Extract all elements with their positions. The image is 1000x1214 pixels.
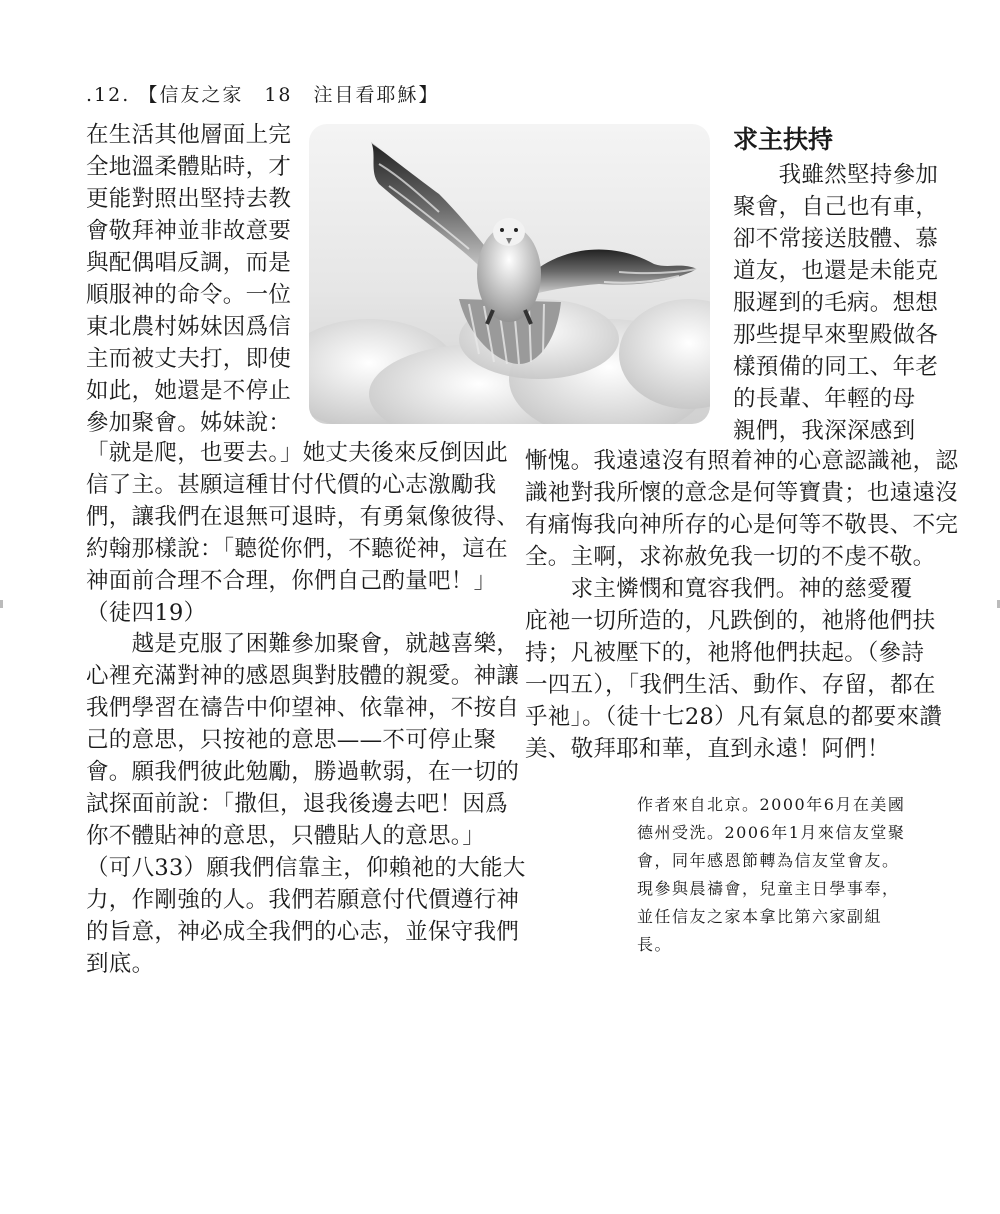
bio-line: 會，同年感恩節轉為信友堂會友。 (637, 851, 900, 870)
text-line: 到底。 (86, 951, 155, 977)
text-line: 有痛悔我向神所存的心是何等不敬畏、不完 (525, 512, 959, 538)
text-line: 與配偶唱反調，而是 (86, 250, 292, 276)
text-line: 主而被丈夫打，即使 (86, 346, 292, 372)
left-wide-text (86, 437, 519, 629)
publication-title: 【信友之家 18 注目看耶穌】 (138, 84, 440, 106)
section-heading: 求主扶持 (733, 125, 834, 154)
text-line: 心裡充滿對神的感恩與對肢體的親愛。神讓 (86, 663, 520, 689)
text-line: 會敬拜神並非故意要 (86, 218, 292, 244)
right-narrow-text (733, 159, 938, 447)
text-line: 親們，我深深感到 (733, 418, 916, 444)
text-line: 信了主。甚願這種甘付代價的心志激勵我 (86, 472, 497, 498)
crop-mark-left (0, 600, 3, 608)
bio-line: 作者來自北京。2000年6月在美國 (637, 795, 906, 814)
text-line: 在生活其他層面上完 (86, 122, 292, 148)
text-line: 我雖然堅持參加 (733, 162, 939, 188)
text-line: 參加聚會。姊妹說： (86, 410, 292, 436)
text-line: 「就是爬，也要去。」她丈夫後來反倒因此 (86, 440, 508, 466)
text-line: 己的意思，只按祂的意思——不可停止聚 (86, 727, 497, 753)
text-line: 神面前合理不合理，你們自己酌量吧！」 (86, 568, 497, 594)
text-line: 道友，也還是未能克 (733, 258, 939, 284)
text-line: 的旨意，神必成全我們的心志，並保守我們 (86, 919, 520, 945)
bio-line: 長。 (637, 935, 673, 954)
text-line: 樣預備的同工、年老 (733, 354, 939, 380)
text-line: 庇祂一切所造的，凡跌倒的，祂將他們扶 (525, 608, 936, 634)
text-line: 會。願我們彼此勉勵，勝過軟弱，在一切的 (86, 759, 520, 785)
text-line: 服遲到的毛病。想想 (733, 290, 939, 316)
page-header (86, 80, 440, 107)
text-line: 力，作剛強的人。我們若願意付代價遵行神 (86, 887, 520, 913)
right-paragraph-2 (525, 573, 942, 765)
dove-icon (309, 124, 710, 424)
text-line: 慚愧。我遠遠沒有照着神的心意認識祂，認 (525, 448, 959, 474)
text-line: 卻不常接送肢體、慕 (733, 226, 939, 252)
page-number: .12. (86, 84, 131, 106)
text-line: 識祂對我所懷的意念是何等寶貴；也遠遠沒 (525, 480, 959, 506)
text-line: （徒四19） (86, 600, 207, 626)
text-line: 那些提早來聖殿做各 (733, 322, 939, 348)
text-line: 東北農村姊妹因爲信 (86, 314, 292, 340)
text-line: 順服神的命令。一位 (86, 282, 292, 308)
text-line: 的長輩、年輕的母 (733, 386, 916, 412)
text-line: 美、敬拜耶和華，直到永遠！阿們！ (525, 736, 890, 762)
bio-line: 德州受洗。2006年1月來信友堂聚 (637, 823, 906, 842)
text-line: 求主憐憫和寬容我們。神的慈愛覆 (525, 576, 913, 602)
text-line: 們，讓我們在退無可退時，有勇氣像彼得、 (86, 504, 520, 530)
left-narrow-text (86, 119, 291, 439)
text-line: 全地溫柔體貼時，才 (86, 154, 292, 180)
text-line: 乎祂」。（徒十七28）凡有氣息的都要來讚 (525, 704, 943, 730)
bio-line: 現參與晨禱會，兒童主日學事奉， (637, 879, 900, 898)
right-wide-text (525, 445, 958, 573)
dove-photo (309, 124, 710, 424)
text-line: 如此，她還是不停止 (86, 378, 292, 404)
text-line: 更能對照出堅持去教 (86, 186, 292, 212)
text-line: 越是克服了困難參加聚會，就越喜樂， (86, 631, 520, 657)
text-line: 試探面前說：「撒但，退我後邊去吧！因爲 (86, 791, 508, 817)
text-line: 持；凡被壓下的，祂將他們扶起。（參詩 (525, 640, 925, 666)
text-line: 約翰那樣說：「聽從你們，不聽從神，這在 (86, 536, 508, 562)
text-line: 聚會，自己也有車， (733, 194, 939, 220)
text-line: 一四五），「我們生活、動作、存留，都在 (525, 672, 936, 698)
bio-line: 並任信友之家本拿比第六家副組 (637, 907, 883, 926)
left-paragraph-2 (86, 628, 526, 980)
author-bio (637, 791, 905, 959)
text-line: （可八33）願我們信靠主，仰賴祂的大能大 (86, 855, 526, 881)
text-line: 你不體貼神的意思，只體貼人的意思。」 (86, 823, 486, 849)
text-line: 我們學習在禱告中仰望神、依靠神，不按自 (86, 695, 520, 721)
text-line: 全。主啊，求祢赦免我一切的不虔不敬。 (525, 544, 936, 570)
